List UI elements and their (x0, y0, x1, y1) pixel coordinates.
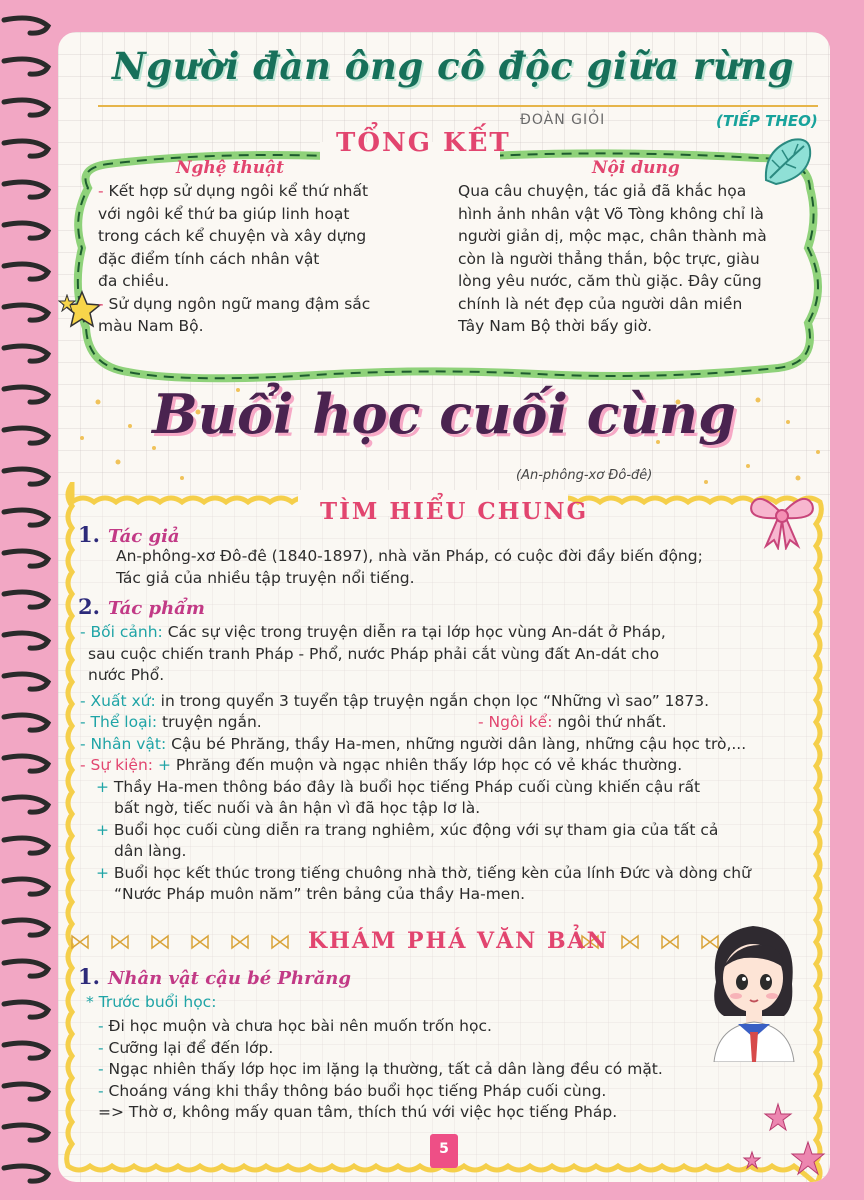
art-line: màu Nam Bộ. (98, 317, 204, 335)
content-line: Qua câu chuyện, tác giả đã khắc họa (458, 182, 747, 200)
character-section-heading: 1. Nhân vật cậu bé Phrăng (78, 964, 351, 989)
binder-ring (4, 264, 48, 279)
binder-ring (4, 1166, 48, 1181)
content-column (458, 180, 818, 338)
small-bow-icon (152, 936, 168, 948)
continued-label: (TIẾP THEO) (716, 112, 818, 130)
binder-ring (4, 920, 48, 935)
small-bow-icon (622, 936, 638, 948)
small-bow-icon (72, 936, 88, 948)
lesson2-author: (An-phông-xơ Đô-đê) (516, 468, 653, 483)
content-line: Tây Nam Bộ thời bấy giờ. (458, 317, 653, 335)
binder-ring (4, 305, 48, 320)
binder-ring (4, 469, 48, 484)
content-line: lòng yêu nước, căm thù giặc. Đây cũng (458, 272, 762, 290)
content-line: chính là nét đẹp của người dân miền (458, 294, 743, 313)
binder-ring (4, 59, 48, 74)
binder-ring (4, 1125, 48, 1140)
art-heading: Nghệ thuật (176, 158, 284, 178)
binder-ring (4, 715, 48, 730)
small-star-icon (58, 294, 76, 312)
character-section-body: - Đi học muộn và chưa học bài nên muốn trốn học. - Cưỡng lại để đến lớp. - Ngạc nhiên thấy lớp học im lặng lạ thường, tất cả dân làng đều có mặt. - Choáng váng khi thầy thông báo buổi học tiếng Pháp cuối cùng. => Thờ ơ, không mấy quan tâm, thích thú với việc học tiếng Pháp. (98, 1017, 663, 1121)
general-title: TÌM HIỂU CHUNG (320, 498, 589, 525)
art-line: đa chiều. (98, 272, 170, 290)
binder-ring (4, 510, 48, 525)
binder-ring (4, 223, 48, 238)
summary-title: TỔNG KẾT (336, 128, 511, 158)
lesson2-title: Buổi học cuối cùng (152, 382, 736, 446)
small-bow-icon (232, 936, 248, 948)
spiral-binding (0, 0, 60, 1200)
binder-ring (4, 1043, 48, 1058)
lesson1-title: Người đàn ông cô độc giữa rừng (111, 44, 795, 88)
star-cluster-icon (738, 1102, 830, 1182)
content-line: người giản dị, mộc mạc, chân thành mà (458, 227, 767, 245)
binder-ring (4, 756, 48, 771)
explore-title: KHÁM PHÁ VĂN BẢN (308, 928, 609, 954)
art-column (98, 180, 458, 338)
binder-ring (4, 838, 48, 853)
small-bow-icon (192, 936, 208, 948)
binder-ring (4, 182, 48, 197)
binder-ring (4, 674, 48, 689)
binder-ring (4, 633, 48, 648)
before-class-label: * Trước buổi học: (86, 993, 217, 1011)
small-bow-icon (112, 936, 128, 948)
art-line: - Kết hợp sử dụng ngôi kể thứ nhất (98, 182, 369, 200)
binder-ring (4, 346, 48, 361)
page-number: 5 (430, 1134, 458, 1168)
binder-ring (4, 551, 48, 566)
binder-ring (4, 18, 48, 33)
binder-ring (4, 387, 48, 402)
art-line: trong cách kể chuyện và xây dựng (98, 227, 367, 245)
small-bow-icon (272, 936, 288, 948)
author-section-heading: 1. Tác giả (78, 522, 180, 547)
binder-ring (4, 961, 48, 976)
art-line: - Sử dụng ngôn ngữ mang đậm sắc (98, 294, 371, 313)
bow-icon (746, 484, 818, 550)
bow-row-left (68, 932, 308, 952)
binder-ring (4, 1002, 48, 1017)
content-heading: Nội dung (592, 158, 680, 178)
small-bow-icon (662, 936, 678, 948)
art-line: đặc điểm tính cách nhân vật (98, 249, 320, 268)
content-line: còn là người thẳng thắn, bộc trực, giàu (458, 249, 760, 268)
title-underline (98, 105, 818, 107)
art-line: với ngôi kể thứ ba giúp linh hoạt (98, 204, 350, 223)
content-line: hình ảnh nhân vật Võ Tòng không chỉ là (458, 204, 764, 223)
binder-ring (4, 797, 48, 812)
work-section-body: - Bối cảnh: Các sự việc trong truyện diễn ra tại lớp học vùng An-dát ở Pháp, sau cuộc chiến tranh Pháp - Phổ, nước Pháp phải cắt vùng đất An-dát cho nước Phổ. - Xuất xứ: in trong quyển 3 tuyển tập truyện ngắn chọn lọc “Những vì sao” 1873. - Thể loại: truyện ngắn. - Ngôi kể: ngôi thứ nhất. - Nhân vật: Cậu bé Phrăng, thầy Ha-men, những người dân làng, những cậu học trò,... - Sự kiện: + Phrăng đến muộn và ngạc nhiên thấy lớp học có vẻ khác thường. + Thầy Ha-men thông báo đây là buổi học tiếng Pháp cuối cùng khiến cậu rất bất ngờ, tiếc nuối và ân hận vì đã học tập lơ là. + Buổi học cuối cùng diễn ra trang nghiêm, xúc động với sự tham gia của tất cả dân làng. + Buổi học kết thúc trong tiếng chuông nhà thờ, tiếng kèn của lính Đức và dòng chữ “Nước Pháp muôn năm” trên bảng của thầy Ha-men. (80, 623, 751, 903)
binder-ring (4, 141, 48, 156)
binder-ring (4, 100, 48, 115)
binder-ring (4, 592, 48, 607)
work-section-heading: 2. Tác phẩm (78, 594, 205, 619)
binder-ring (4, 879, 48, 894)
binder-ring (4, 428, 48, 443)
binder-ring (4, 1084, 48, 1099)
lesson1-author: ĐOÀN GIỎI (520, 112, 606, 128)
notebook-page (58, 32, 830, 1182)
author-section-body: An-phông-xơ Đô-đê (1840-1897), nhà văn Pháp, có cuộc đời đầy biến động; Tác giả của nhiều tập truyện nổi tiếng. (116, 547, 703, 587)
